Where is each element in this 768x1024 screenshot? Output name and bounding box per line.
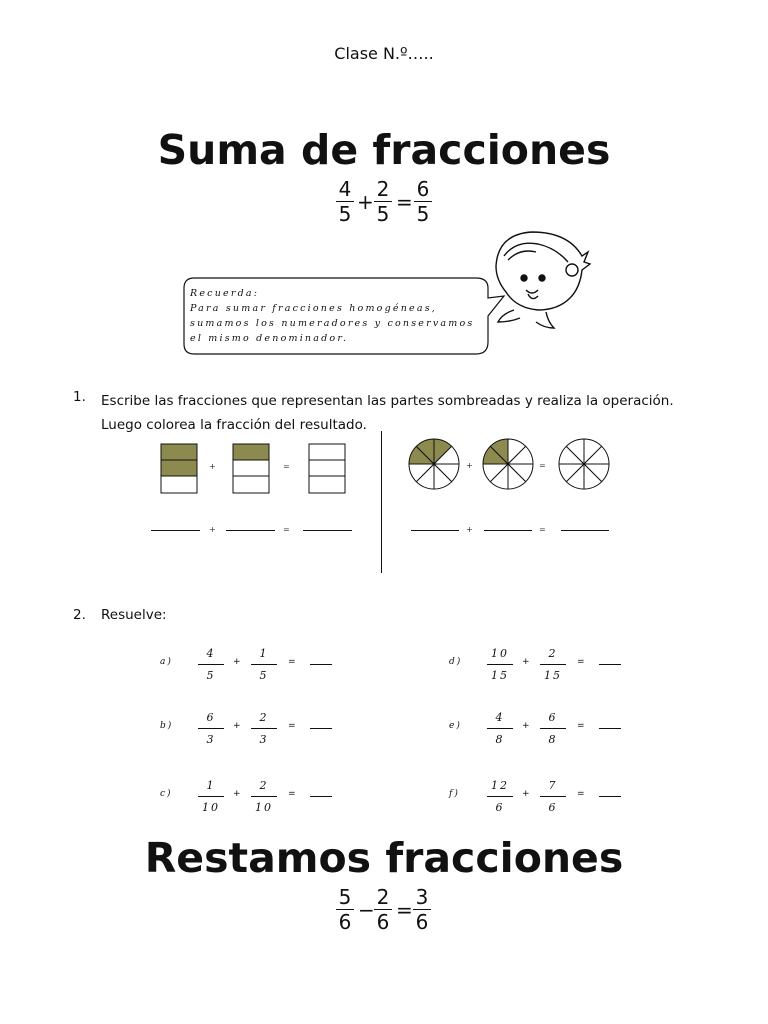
equals-sign: = (577, 657, 585, 667)
exercise-item-label: c) (160, 789, 173, 799)
circle-fraction-diagrams (400, 434, 620, 498)
equals-sign: = (288, 789, 296, 799)
plus-sign: + (233, 657, 241, 667)
answer-blank[interactable] (599, 796, 621, 797)
numerator: 6 (206, 711, 216, 724)
numerator: 5 (338, 885, 352, 909)
numerator: 2 (376, 177, 390, 201)
denominator: 10 (255, 801, 273, 814)
minus-sign: − (358, 898, 375, 922)
answer-blank[interactable] (226, 530, 275, 531)
numerator: 2 (376, 885, 390, 909)
answer-blank[interactable] (151, 530, 200, 531)
equals-sign: = (283, 462, 290, 471)
reminder-line: Recuerda: (190, 288, 260, 299)
exercise-2-number: 2. (73, 607, 86, 623)
bar-diagram-b (233, 444, 269, 493)
numerator: 3 (415, 885, 429, 909)
denominator: 6 (495, 801, 505, 814)
plus-sign: + (209, 525, 216, 534)
exercise-2-label: Resuelve: (101, 607, 167, 623)
exercise-fraction-a (487, 711, 513, 746)
exercise-item-label: f) (449, 789, 460, 799)
answer-blank[interactable] (561, 530, 609, 531)
exercise-fraction-b (540, 779, 566, 814)
denominator: 15 (491, 669, 509, 682)
exercise-fraction-a (198, 711, 224, 746)
plus-sign: + (466, 525, 473, 534)
example-fraction-result (413, 887, 431, 932)
numerator: 6 (416, 177, 430, 201)
denominator: 15 (544, 669, 562, 682)
instruction-line: Luego colorea la fracción del resultado. (101, 417, 367, 433)
reminder-text (190, 286, 475, 346)
reminder-line: sumamos los numeradores y conservamos (190, 318, 475, 329)
numerator: 2 (259, 779, 269, 792)
answer-blank[interactable] (484, 530, 532, 531)
example-fraction-result (414, 179, 432, 224)
plus-sign: + (357, 190, 374, 214)
class-number-label: Clase N.º….. (334, 44, 434, 63)
exercise-item-label: a) (160, 657, 173, 667)
bar-diagram-a (161, 444, 197, 493)
denominator: 6 (415, 910, 429, 934)
reminder-line: el mismo denominador. (190, 333, 349, 344)
example-fraction-a (336, 179, 354, 224)
exercise-fraction-b (251, 711, 277, 746)
denominator: 5 (259, 669, 269, 682)
exercise-item-label: b) (160, 721, 174, 731)
equals-sign: = (539, 461, 546, 470)
answer-blank[interactable] (310, 664, 332, 665)
child-face-icon (496, 232, 590, 328)
circle-diagram-result (559, 439, 609, 489)
exercise-fraction-b (540, 647, 566, 682)
denominator: 10 (202, 801, 220, 814)
denominator: 5 (376, 202, 390, 226)
numerator: 12 (491, 779, 509, 792)
denominator: 5 (338, 202, 352, 226)
example-fraction-b (374, 887, 392, 932)
answer-blank[interactable] (599, 664, 621, 665)
plus-sign: + (522, 721, 530, 731)
instruction-line: Escribe las fracciones que representan las partes sombreadas y realiza la operación. (101, 393, 674, 409)
denominator: 8 (548, 733, 558, 746)
answer-blank[interactable] (310, 728, 332, 729)
exercise-fraction-a (487, 647, 513, 682)
denominator: 8 (495, 733, 505, 746)
numerator: 1 (206, 779, 216, 792)
exercise-fraction-a (198, 647, 224, 682)
bar-diagram-result (309, 444, 345, 493)
equals-sign: = (577, 789, 585, 799)
reminder-line: Para sumar fracciones homogéneas, (190, 303, 438, 314)
numerator: 4 (206, 647, 216, 660)
numerator: 7 (548, 779, 558, 792)
denominator: 6 (376, 910, 390, 934)
numerator: 1 (259, 647, 269, 660)
exercise-1-number: 1. (73, 389, 86, 405)
denominator: 6 (548, 801, 558, 814)
sum-section-title: Suma de fracciones (157, 126, 611, 174)
plus-sign: + (233, 789, 241, 799)
answer-blank[interactable] (599, 728, 621, 729)
vertical-divider (381, 431, 382, 573)
equals-sign: = (577, 721, 585, 731)
equals-sign: = (283, 525, 290, 534)
plus-sign: + (209, 462, 216, 471)
circle-diagrams-group (409, 439, 609, 489)
circle-diagram-a (409, 439, 459, 489)
denominator: 3 (259, 733, 269, 746)
exercise-fraction-a (487, 779, 513, 814)
exercise-item-label: e) (449, 721, 462, 731)
answer-blank[interactable] (310, 796, 332, 797)
exercise-fraction-b (251, 647, 277, 682)
example-fraction-b (374, 179, 392, 224)
numerator: 2 (259, 711, 269, 724)
plus-sign: + (466, 461, 473, 470)
equals-sign: = (396, 898, 413, 922)
plus-sign: + (522, 657, 530, 667)
exercise-fraction-b (540, 711, 566, 746)
numerator: 4 (495, 711, 505, 724)
denominator: 3 (206, 733, 216, 746)
equals-sign: = (288, 721, 296, 731)
plus-sign: + (233, 721, 241, 731)
exercise-1-instruction (101, 389, 674, 437)
plus-sign: + (522, 789, 530, 799)
equals-sign: = (396, 190, 413, 214)
numerator: 10 (491, 647, 509, 660)
example-fraction-a (336, 887, 354, 932)
subtraction-section-title: Restamos fracciones (144, 834, 624, 882)
denominator: 5 (206, 669, 216, 682)
equals-sign: = (539, 525, 546, 534)
answer-blank[interactable] (303, 530, 352, 531)
exercise-fraction-a (198, 779, 224, 814)
numerator: 4 (338, 177, 352, 201)
denominator: 6 (338, 910, 352, 934)
answer-blank[interactable] (411, 530, 459, 531)
numerator: 6 (548, 711, 558, 724)
bar-fraction-diagrams (150, 436, 370, 500)
circle-diagram-b (483, 439, 533, 489)
exercise-fraction-b (251, 779, 277, 814)
equals-sign: = (288, 657, 296, 667)
exercise-item-label: d) (449, 657, 463, 667)
denominator: 5 (416, 202, 430, 226)
numerator: 2 (548, 647, 558, 660)
